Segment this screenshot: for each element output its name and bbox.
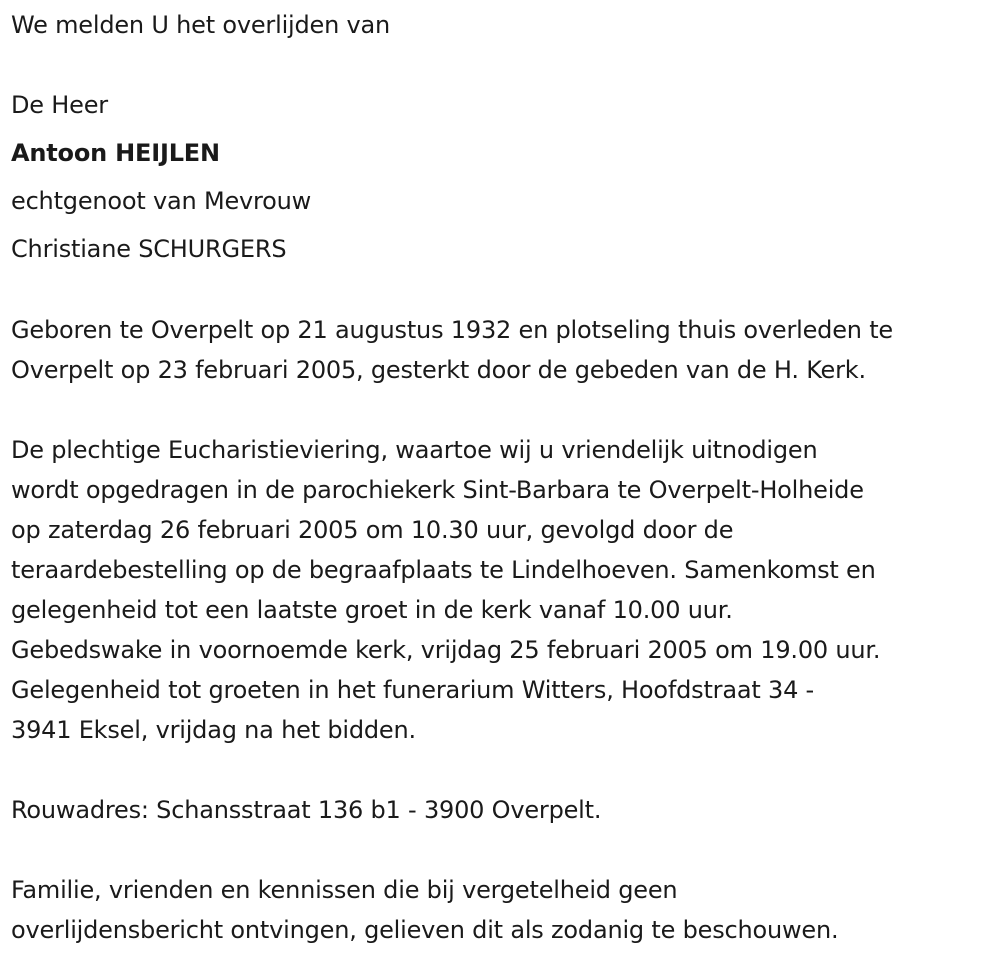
paragraph-line: Gelegenheid tot groeten in het funerarium Witters, Hoofdstraat 34 - (11, 676, 815, 704)
paragraph-line: teraardebestelling op de begraafplaats te Lindelhoeven. Samenkomst en (11, 556, 876, 584)
paragraph-line: Familie, vrienden en kennissen die bij vergetelheid geen (11, 876, 678, 904)
paragraph-line: Geboren te Overpelt op 21 augustus 1932 en plotseling thuis overleden te (11, 316, 893, 344)
paragraph-line: Overpelt op 23 februari 2005, gesterkt door de gebeden van de H. Kerk. (11, 356, 866, 384)
honorific-title: De Heer (11, 91, 108, 119)
paragraph-line: 3941 Eksel, vrijdag na het bidden. (11, 716, 416, 744)
paragraph-line: Gebedswake in voornoemde kerk, vrijdag 25 februari 2005 om 19.00 uur. (11, 636, 881, 664)
paragraph-line: op zaterdag 26 februari 2005 om 10.30 uur, gevolgd door de (11, 516, 734, 544)
deceased-name: Antoon HEIJLEN (11, 139, 220, 167)
spouse-line-2: Christiane SCHURGERS (11, 235, 287, 263)
paragraph-line: gelegenheid tot een laatste groet in de kerk vanaf 10.00 uur. (11, 596, 733, 624)
intro-text: We melden U het overlijden van (11, 11, 391, 39)
paragraph-line: De plechtige Eucharistieviering, waartoe wij u vriendelijk uitnodigen (11, 436, 818, 464)
paragraph-line: wordt opgedragen in de parochiekerk Sint-Barbara te Overpelt-Holheide (11, 476, 864, 504)
family-paragraph (11, 870, 838, 950)
birth-death-paragraph (11, 310, 893, 390)
spouse-line-1: echtgenoot van Mevrouw (11, 187, 312, 215)
paragraph-line: overlijdensbericht ontvingen, gelieven dit als zodanig te beschouwen. (11, 916, 839, 944)
ceremony-paragraph (11, 430, 880, 750)
address-line: Rouwadres: Schansstraat 136 b1 - 3900 Overpelt. (11, 796, 602, 824)
mourning-address (11, 790, 601, 830)
